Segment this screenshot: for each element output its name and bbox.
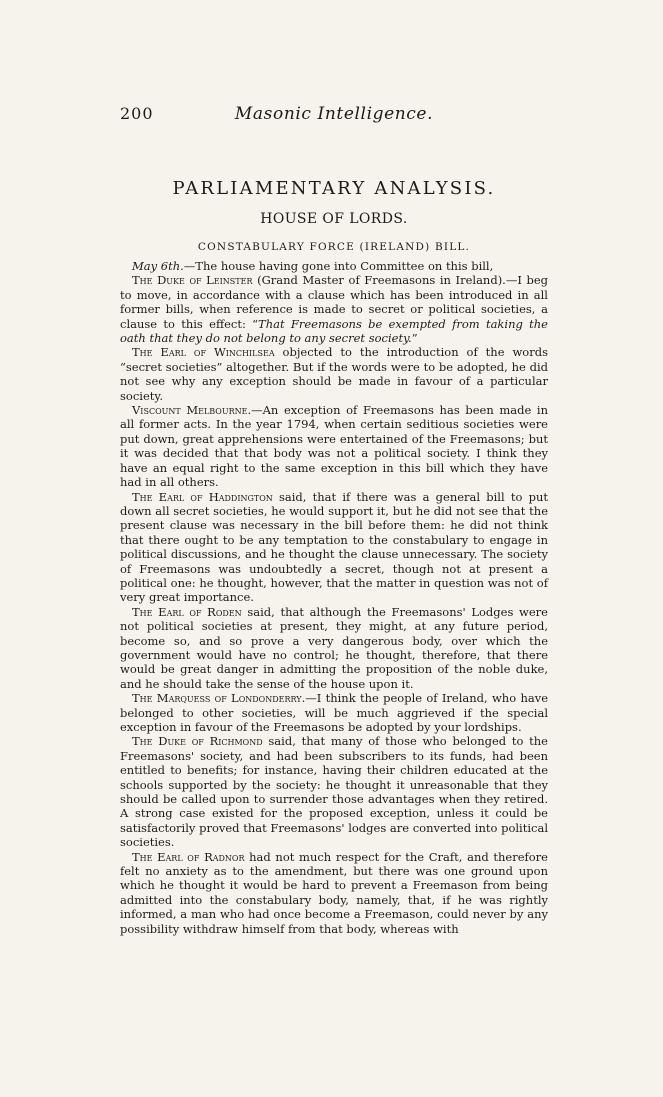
running-head — [120, 104, 548, 128]
bill-heading: CONSTABULARY FORCE (IRELAND) BILL. — [197, 241, 471, 253]
paragraph-tail: ” — [411, 331, 418, 346]
paragraph-text: objected to the introduction of the words “secret societies” altogether. But if the words were to be adopted, he did not see why any exception should be made in favour of a particular society. — [120, 345, 548, 403]
paragraph-3 — [120, 345, 548, 403]
paragraph-1 — [120, 259, 548, 273]
paragraph-8 — [120, 734, 548, 849]
paragraph-2 — [120, 273, 548, 345]
journal-title: Masonic Intelligence. — [234, 104, 434, 124]
speaker-name: The Duke of Richmond — [132, 734, 263, 749]
speaker-name: The Marquess of Londonderry — [132, 691, 302, 706]
paragraph-text: .—I think the people of Ireland, who have belonged to other societies, will be much aggrieved if the special exception in favour of the Freemasons be adopted by your lordships. — [120, 691, 549, 734]
paragraph-7 — [120, 691, 548, 734]
paragraph-9 — [120, 850, 548, 936]
speaker-name: Viscount Melbourne — [132, 403, 248, 418]
page — [120, 104, 548, 936]
speaker-name: The Earl of Radnor — [132, 849, 245, 864]
article-title: PARLIAMENTARY ANALYSIS. — [172, 178, 496, 199]
speaker-name: The Earl of Winchilsea — [132, 345, 275, 360]
house-heading: HOUSE OF LORDS. — [260, 211, 408, 227]
paragraph-text: said, that although the Freemasons' Lodges were not political societies at present, they might, at any future period, become so, and so prove a very dangerous body, over which the government would have no control; he thought, therefore, that there would be great danger in admitting the proposition of the noble duke, and he should take the sense of the house upon it. — [120, 604, 548, 691]
speaker-name: The Earl of Roden — [132, 604, 242, 619]
page-number: 200 — [120, 104, 154, 123]
paragraph-text: .—An exception of Freemasons has been made in all former acts. In the year 1794, when certain seditious societies were put down, great apprehensions were entertained of the Freemasons; but it was decided that that body was not a political society. I think they have an equal right to the same exception in this bill which they have had in all others. — [120, 403, 549, 490]
paragraph-text: had not much respect for the Craft, and therefore felt no anxiety as to the amendment, but there was one ground upon which he thought it would be hard to prevent a Freemason from being admitted into the constabulary body, namely, that, if he was rightly informed, a man who had once become a Freemason, could never by any possibility withdraw himself from that body, whereas with — [120, 849, 548, 936]
paragraph-6 — [120, 605, 548, 691]
paragraph-text: (Grand Master of Freemasons in Ireland).—I beg to move, in accordance with a clause which has been introduced in all former bills, when reference is made to secret or political societies, a clause to this effect: “ — [120, 273, 548, 331]
date: May 6th. — [132, 259, 184, 273]
paragraph-text: —The house having gone into Committee on this bill, — [183, 259, 494, 273]
speaker-name: The Duke of Leinster — [132, 273, 253, 288]
paragraph-5 — [120, 490, 548, 605]
quoted-clause: That Freemasons be exempted from taking the oath that they do not belong to any secret society. — [120, 316, 548, 346]
speaker-name: The Earl of Haddington — [132, 489, 273, 504]
paragraph-4 — [120, 403, 548, 489]
paragraph-text: said, that if there was a general bill to put down all secret societies, he would support it, but he did not see that the present clause was necessary in the bill before them: he did not think that there ought to be any temptation to the constabulary to engage in political discussions, and he thought the clause unnecessary. The society of Freemasons was undoubtedly a secret, though not at present a political one: he thought, however, that the matter in question was not of very great importance. — [120, 489, 548, 605]
article-body — [120, 259, 548, 936]
paragraph-text: said, that many of those who belonged to the Freemasons' society, and had been subscribers to its funds, had been entitled to benefits; for instance, having their children educated at the schools supported by the society: he thought it unreasonable that they should be called upon to surrender those advantages when they retired. A strong case existed for the proposed exception, unless it could be satisfactorily proved that Freemasons' lodges are converted into political societies. — [120, 734, 548, 850]
